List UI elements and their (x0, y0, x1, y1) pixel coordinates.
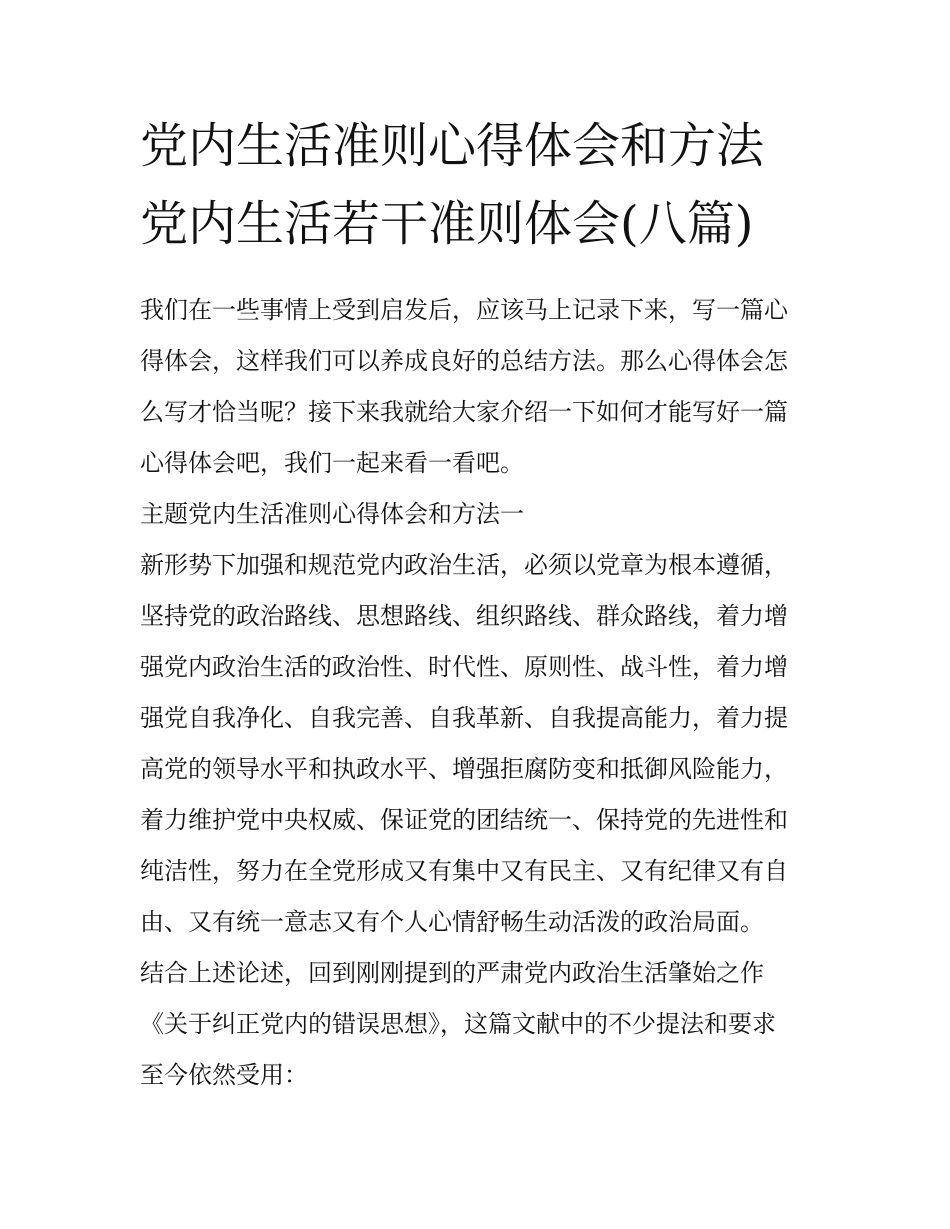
body-line: 由、又有统一意志又有个人心情舒畅生动活泼的政治局面。 (140, 908, 764, 936)
body-line: 我们在一些事情上受到启发后，应该马上记录下来，写一篇心 (140, 296, 788, 324)
body-line: 《关于纠正党内的错误思想》，这篇文献中的不少提法和要求 (140, 1010, 776, 1038)
document-title-line-2: 党内生活若干准则体会(八篇) (140, 196, 754, 252)
body-line: 得体会，这样我们可以养成良好的总结方法。那么心得体会怎 (140, 347, 788, 375)
body-line: 坚持党的政治路线、思想路线、组织路线、群众路线，着力增 (140, 602, 788, 630)
body-line: 结合上述论述，回到刚刚提到的严肃党内政治生活肇始之作 (140, 959, 764, 987)
body-line: 高党的领导水平和执政水平、增强拒腐防变和抵御风险能力， (140, 755, 788, 783)
section-heading: 主题党内生活准则心得体会和方法一 (140, 500, 524, 528)
body-line: 心得体会吧，我们一起来看一看吧。 (140, 449, 524, 477)
document-body (140, 285, 815, 1101)
body-line: 至今依然受用： (140, 1061, 308, 1089)
body-line: 么写才恰当呢？接下来我就给大家介绍一下如何才能写好一篇 (140, 398, 788, 426)
body-line: 强党自我净化、自我完善、自我革新、自我提高能力，着力提 (140, 704, 788, 732)
body-line: 新形势下加强和规范党内政治生活，必须以党章为根本遵循， (140, 551, 788, 579)
document-title-line-1: 党内生活准则心得体会和方法 (140, 118, 765, 174)
body-line: 强党内政治生活的政治性、时代性、原则性、战斗性，着力增 (140, 653, 788, 681)
body-line: 着力维护党中央权威、保证党的团结统一、保持党的先进性和 (140, 806, 788, 834)
body-line: 纯洁性，努力在全党形成又有集中又有民主、又有纪律又有自 (140, 857, 788, 885)
